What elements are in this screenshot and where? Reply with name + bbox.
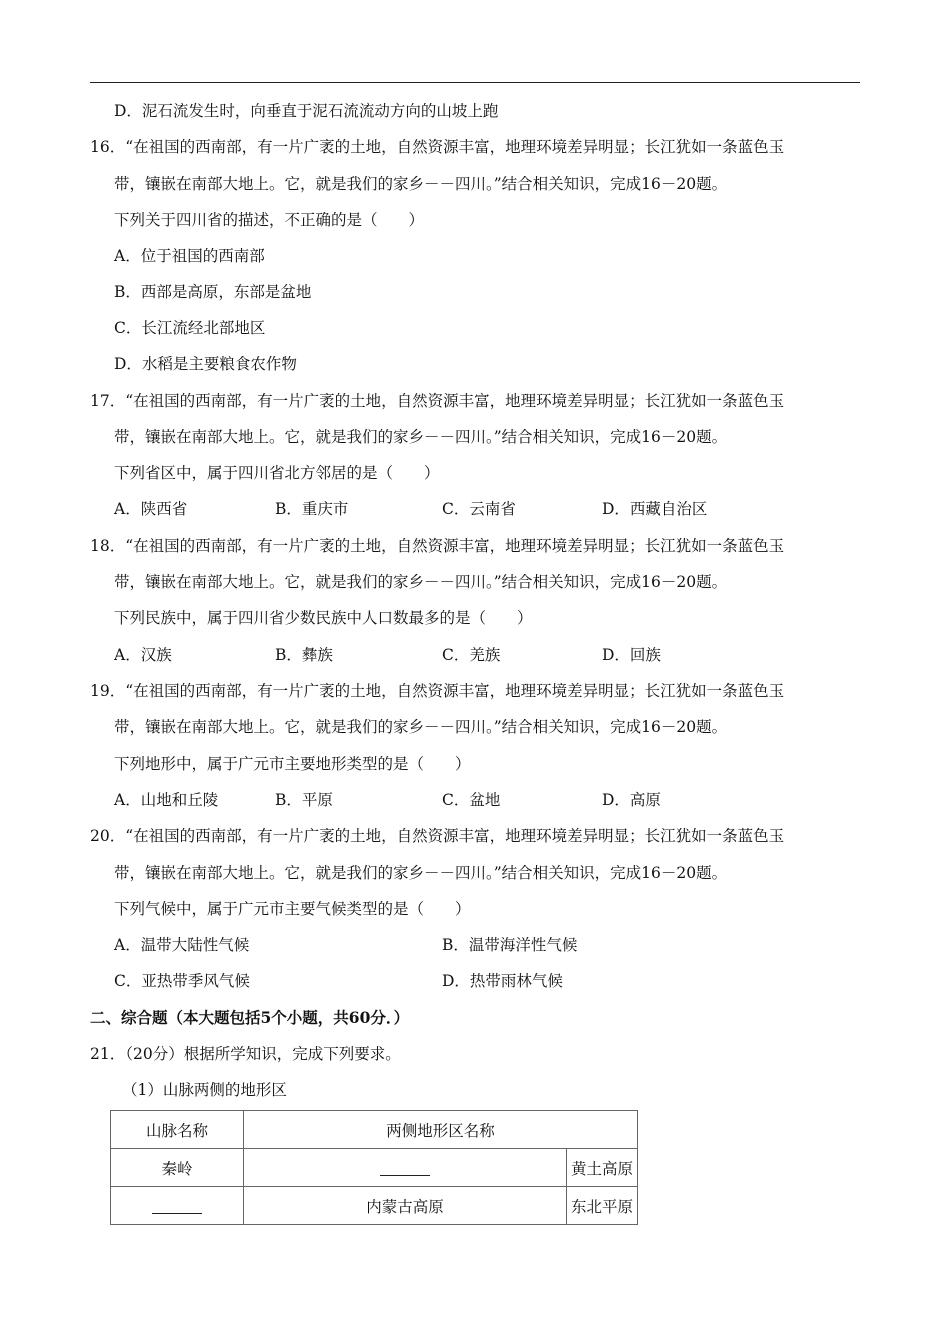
q18-option-b[interactable]: B．彝族	[275, 646, 333, 664]
q18-prompt: 下列民族中，属于四川省少数民族中人口数最多的是（ ）	[114, 609, 533, 627]
q18-option-a[interactable]: A．汉族	[114, 646, 172, 664]
q19-option-b[interactable]: B．平原	[275, 791, 333, 809]
q17-option-c[interactable]: C．云南省	[442, 500, 516, 518]
q20-option-b[interactable]: B．温带海洋性气候	[442, 936, 578, 954]
q16-option-b[interactable]: B．西部是高原，东部是盆地	[114, 283, 312, 301]
header-rule	[90, 82, 860, 83]
row1-blank-cell[interactable]	[244, 1149, 567, 1187]
q16-option-a[interactable]: A．位于祖国的西南部	[114, 247, 265, 265]
q16-option-c[interactable]: C．长江流经北部地区	[114, 319, 266, 337]
q18-option-c[interactable]: C．羌族	[442, 646, 501, 664]
q18-option-d[interactable]: D．回族	[602, 646, 661, 664]
q17-option-a[interactable]: A．陕西省	[114, 500, 188, 518]
row2-blank-cell[interactable]	[111, 1187, 244, 1225]
q19-stem-line2: 带，镶嵌在南部大地上。它，就是我们的家乡－－四川。”结合相关知识，完成16－20题。	[114, 718, 728, 736]
q20-prompt: 下列气候中，属于广元市主要气候类型的是（ ）	[114, 900, 471, 918]
q21-sub1: （1）山脉两侧的地形区	[122, 1081, 287, 1099]
q20-option-c[interactable]: C．亚热带季风气候	[114, 972, 250, 990]
q18-stem-line1: 18．“在祖国的西南部，有一片广袤的土地，自然资源丰富，地理环境差异明显；长江犹如一条蓝色玉	[90, 537, 785, 555]
q17-option-b[interactable]: B．重庆市	[275, 500, 349, 518]
row2-right-terrain: 东北平原	[567, 1187, 638, 1225]
q19-stem-line1: 19．“在祖国的西南部，有一片广袤的土地，自然资源丰富，地理环境差异明显；长江犹如一条蓝色玉	[90, 682, 785, 700]
section2-heading: 二、综合题（本大题包括5个小题，共60分．）	[90, 1008, 410, 1027]
row2-middle-terrain: 内蒙古高原	[244, 1187, 567, 1225]
header-terrain-names: 两侧地形区名称	[244, 1111, 638, 1149]
row1-mountain: 秦岭	[111, 1149, 244, 1187]
q17-stem-line1: 17．“在祖国的西南部，有一片广袤的土地，自然资源丰富，地理环境差异明显；长江犹如一条蓝色玉	[90, 392, 785, 410]
q20-stem-line2: 带，镶嵌在南部大地上。它，就是我们的家乡－－四川。”结合相关知识，完成16－20题。	[114, 864, 728, 882]
q16-stem-line2: 带，镶嵌在南部大地上。它，就是我们的家乡－－四川。”结合相关知识，完成16－20题。	[114, 175, 728, 193]
q19-option-a[interactable]: A．山地和丘陵	[114, 791, 219, 809]
row2-answer-blank[interactable]	[152, 1199, 202, 1214]
row1-right-terrain: 黄土高原	[567, 1149, 638, 1187]
q16-prompt: 下列关于四川省的描述，不正确的是（ ）	[114, 211, 425, 229]
header-mountain-name: 山脉名称	[111, 1111, 244, 1149]
q19-option-d[interactable]: D．高原	[602, 791, 661, 809]
q19-option-c[interactable]: C．盆地	[442, 791, 501, 809]
q19-prompt: 下列地形中，属于广元市主要地形类型的是（ ）	[114, 755, 471, 773]
q16-option-d[interactable]: D．水稻是主要粮食农作物	[114, 355, 297, 373]
q21-stem: 21．（20分）根据所学知识，完成下列要求。	[90, 1045, 401, 1063]
q17-stem-line2: 带，镶嵌在南部大地上。它，就是我们的家乡－－四川。”结合相关知识，完成16－20题。	[114, 428, 728, 446]
q17-option-d[interactable]: D．西藏自治区	[602, 500, 708, 518]
option-d-q15: D．泥石流发生时，向垂直于泥石流流动方向的山坡上跑	[114, 102, 499, 120]
row1-answer-blank[interactable]	[380, 1161, 430, 1176]
q18-stem-line2: 带，镶嵌在南部大地上。它，就是我们的家乡－－四川。”结合相关知识，完成16－20题。	[114, 573, 728, 591]
q16-stem-line1: 16．“在祖国的西南部，有一片广袤的土地，自然资源丰富，地理环境差异明显；长江犹如一条蓝色玉	[90, 138, 785, 156]
q20-option-d[interactable]: D．热带雨林气候	[442, 972, 563, 990]
q20-stem-line1: 20．“在祖国的西南部，有一片广袤的土地，自然资源丰富，地理环境差异明显；长江犹如一条蓝色玉	[90, 827, 785, 845]
q17-prompt: 下列省区中，属于四川省北方邻居的是（ ）	[114, 464, 440, 482]
mountain-table	[110, 1110, 638, 1225]
q20-option-a[interactable]: A．温带大陆性气候	[114, 936, 250, 954]
